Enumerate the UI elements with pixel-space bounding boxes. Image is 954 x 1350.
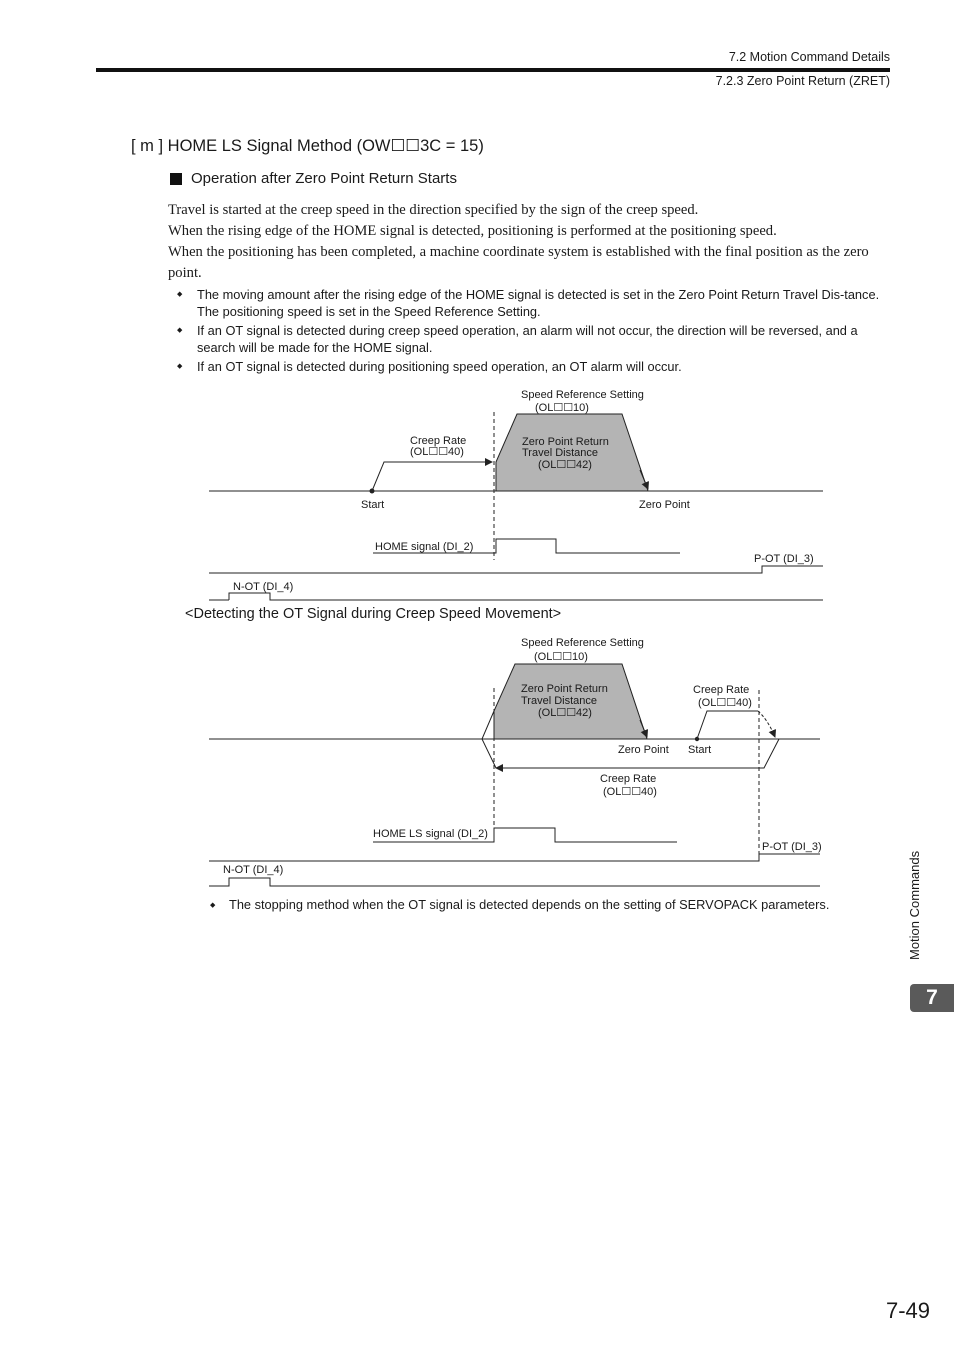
travel-distance-register: (OL☐☐42) — [538, 707, 592, 719]
method-title: [ m ] HOME LS Signal Method (OW☐☐3C = 15) — [131, 137, 484, 155]
not-signal-waveform — [229, 593, 823, 600]
home-signal-label: HOME signal (DI_2) — [375, 541, 474, 553]
diamond-bullet-icon: ◆ — [177, 327, 183, 334]
timing-diagram-ot-detection — [0, 620, 954, 900]
note — [208, 897, 829, 914]
pot-signal-waveform — [209, 566, 823, 573]
paragraph: When the positioning has been completed, a machine coordinate system is established with the final position as the zero point. — [168, 244, 869, 281]
chapter-tab: 7 — [910, 984, 954, 1012]
start-label: Start — [361, 499, 385, 511]
creep-rate-register: (OL☐☐40) — [698, 697, 752, 709]
home-signal-label: HOME LS signal (DI_2) — [373, 828, 488, 840]
header-section: 7.2 Motion Command Details — [728, 50, 890, 64]
creep-rate-line — [372, 462, 492, 491]
diamond-bullet-icon: ◆ — [210, 902, 216, 909]
travel-distance-register: (OL☐☐42) — [538, 459, 592, 471]
travel-distance-line2: Travel Distance — [522, 447, 599, 459]
creep-rate-register: (OL☐☐40) — [410, 446, 464, 458]
start-point-dot — [695, 737, 699, 741]
pot-label: P-OT (DI_3) — [762, 841, 822, 853]
timing-diagram-home-signal — [0, 0, 954, 610]
bullet-text: If an OT signal is detected during creep speed operation, an alarm will not occur, the direction will be reversed, and a search will be made for the HOME signal. — [197, 323, 858, 355]
start-point-dot — [370, 489, 375, 494]
header-subsection: 7.2.3 Zero Point Return (ZRET) — [715, 74, 890, 88]
bullet-text: The moving amount after the rising edge of the HOME signal is detected is set in the Zero Point Return Travel Dis-tance. The positioning speed is set in the Speed Reference Setting. — [197, 287, 880, 319]
creep-rate-label: Creep Rate — [410, 435, 467, 447]
reversal-curve — [758, 711, 775, 737]
pot-label: P-OT (DI_3) — [754, 553, 814, 565]
creep-rate-label: Creep Rate — [693, 684, 750, 696]
zero-point-label: Zero Point — [639, 499, 690, 511]
travel-distance-line1: Zero Point Return — [522, 436, 609, 448]
section-heading: <Detecting the OT Signal during Creep Speed Movement> — [185, 606, 562, 622]
side-tab — [898, 810, 938, 970]
speed-ref-label: Speed Reference Setting — [521, 637, 644, 649]
speed-ref-register: (OL☐☐10) — [535, 402, 589, 414]
paragraph: Travel is started at the creep speed in the direction specified by the sign of the creep speed. — [168, 202, 699, 218]
zero-point-label: Zero Point — [618, 744, 669, 756]
pot-signal-waveform — [209, 854, 820, 861]
diamond-bullet-icon: ◆ — [177, 363, 183, 370]
creep-forward-line — [697, 711, 758, 739]
paragraph: When the rising edge of the HOME signal is detected, positioning is performed at the positioning speed. — [168, 223, 777, 239]
bullet-text: If an OT signal is detected during positioning speed operation, an OT alarm will occur. — [197, 359, 682, 374]
start-label: Start — [688, 744, 712, 756]
speed-ref-register: (OL☐☐10) — [534, 651, 588, 663]
side-tab-label: Motion Commands — [907, 850, 922, 960]
not-signal-waveform — [209, 878, 820, 886]
reverse-creep-rate-label: Creep Rate — [600, 773, 657, 785]
speed-ref-label: Speed Reference Setting — [521, 389, 644, 401]
travel-distance-line1: Zero Point Return — [521, 683, 608, 695]
not-label: N-OT (DI_4) — [223, 864, 284, 876]
not-label: N-OT (DI_4) — [233, 581, 294, 593]
diamond-bullet-icon: ◆ — [177, 291, 183, 298]
note-text: The stopping method when the OT signal is detected depends on the setting of SERVOPACK parameters. — [229, 897, 830, 912]
reverse-creep-rate-register: (OL☐☐40) — [603, 786, 657, 798]
travel-distance-line2: Travel Distance — [521, 695, 598, 707]
subheading-text: Operation after Zero Point Return Starts — [191, 170, 457, 187]
page-number: 7-49 — [885, 1298, 930, 1323]
